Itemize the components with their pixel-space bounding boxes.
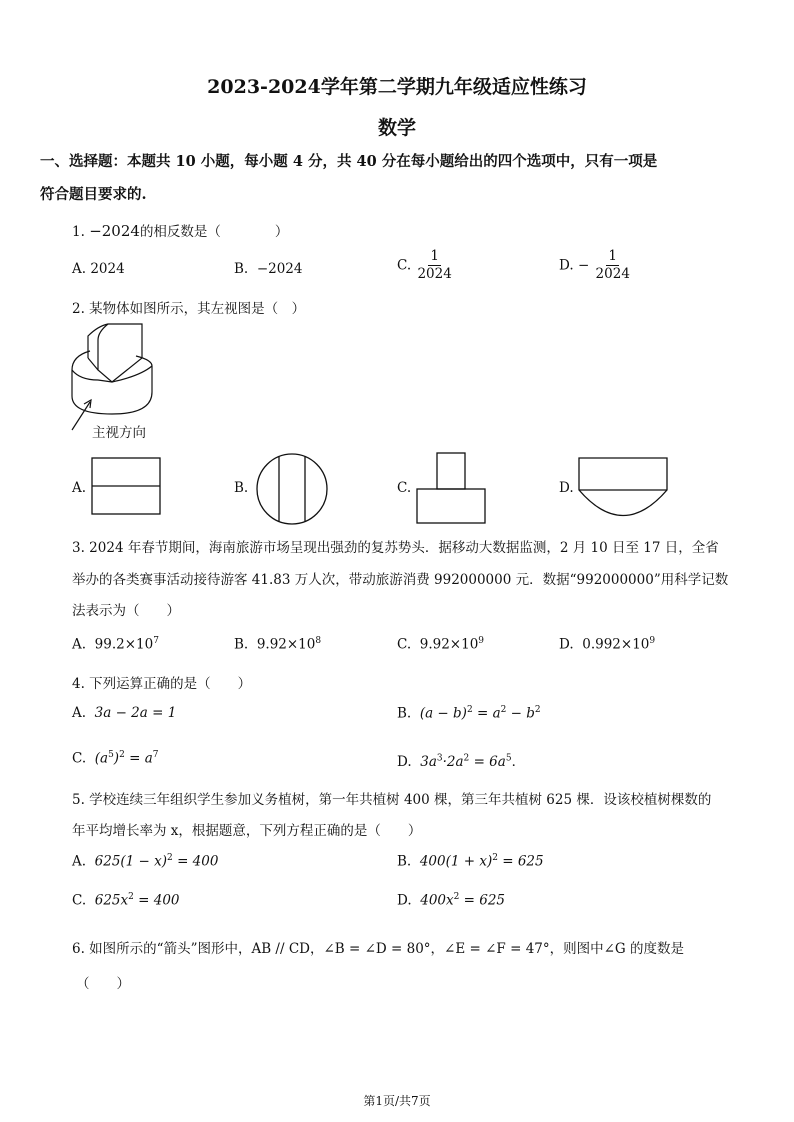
q1-value: −2024 — [89, 222, 140, 240]
q4-option-d[interactable] — [397, 750, 525, 770]
q1-number: 1. — [72, 224, 85, 240]
q1-option-a[interactable] — [72, 261, 125, 277]
section-header-line2: 符合题目要求的. — [40, 186, 147, 203]
q1-option-c[interactable] — [397, 249, 454, 282]
expr-part: ． — [511, 754, 526, 770]
option-label: B. — [397, 705, 412, 722]
q2-option-c-label[interactable]: C. — [397, 480, 412, 496]
option-text: 3a − 2a = 1 — [94, 705, 177, 721]
q5-line1: 5. 学校连续三年组织学生参加义务植树，第一年共植树 400 棵，第三年共植树 625 棵．设该校植树棵数的 — [72, 792, 712, 808]
expr-part: (a — [94, 750, 109, 767]
q5-line2: 年平均增长率为 x，根据题意，下列方程正确的是（ ） — [72, 823, 422, 839]
expr-part: − b — [506, 705, 535, 722]
option-label: A. — [72, 853, 87, 870]
expr-part: = 400 — [172, 853, 219, 870]
expr-part: 400(1 + x) — [419, 853, 493, 870]
expr-part: = 625 — [497, 853, 544, 870]
option-label: C. — [72, 750, 87, 767]
exponent: 7 — [152, 750, 159, 760]
q4-option-b[interactable] — [397, 705, 541, 722]
q5-option-c[interactable] — [72, 892, 180, 909]
exponent: 2 — [167, 853, 173, 863]
q3-option-c[interactable] — [397, 636, 484, 653]
option-label: C. — [397, 257, 412, 274]
option-label: D. — [397, 892, 412, 909]
fraction — [415, 249, 453, 282]
q6-line1: 6. 如图所示的“箭头”图形中，AB // CD，∠B = ∠D = 80°，∠E = ∠F = 47°，则图中∠G 的度数是 — [72, 941, 685, 957]
expr-part: = a — [472, 705, 501, 722]
option-label: B. — [234, 636, 249, 653]
minus-sign: − — [577, 257, 590, 274]
expr-part: 400x — [420, 892, 454, 909]
exponent: 2 — [463, 753, 470, 764]
option-label: C. — [72, 892, 87, 909]
q4-option-c[interactable] — [72, 750, 159, 767]
exponent: 9 — [649, 636, 656, 646]
option-text: 99.2×10 — [94, 636, 154, 653]
option-label: B. — [234, 261, 249, 277]
expr-part: 3a — [420, 754, 437, 770]
denominator: 2024 — [417, 265, 452, 282]
exponent: 5 — [108, 750, 114, 760]
option-label: A. — [72, 636, 87, 653]
option-text: 9.92×10 — [256, 636, 316, 653]
expr-part: ·2a — [442, 754, 464, 770]
exponent: 2 — [534, 705, 541, 715]
expr-part: = a — [124, 750, 153, 767]
denominator: 2024 — [595, 265, 630, 282]
q5-option-a[interactable] — [72, 853, 218, 870]
exponent: 2 — [466, 705, 473, 715]
q6-line2: （ ） — [76, 976, 130, 992]
fraction — [594, 249, 632, 282]
expr-part: 625(1 − x) — [94, 853, 168, 870]
numerator: 1 — [608, 248, 618, 264]
option-text: −2024 — [256, 261, 303, 277]
option-label: D. — [397, 754, 412, 770]
option-text: 9.92×10 — [419, 636, 479, 653]
page-footer: 第1页/共7页 — [363, 1094, 431, 1108]
section-header-line1: 一、选择题：本题共 10 小题，每小题 4 分，共 40 分在每小题给出的四个选项中，只有一项是 — [40, 153, 658, 170]
expr-part: = 400 — [133, 892, 180, 909]
expr-part: = 6a — [469, 754, 506, 770]
numerator: 1 — [430, 248, 439, 264]
q3-option-d[interactable] — [559, 636, 655, 653]
q1-text: 的相反数是（ ） — [139, 224, 289, 240]
q2-stem: 2. 某物体如图所示，其左视图是（ ） — [72, 301, 306, 317]
exponent: 7 — [153, 636, 159, 646]
q2-option-a-figure[interactable] — [91, 457, 163, 517]
expr-part: 625x — [94, 892, 129, 909]
exponent: 2 — [500, 705, 507, 715]
exponent: 2 — [492, 853, 498, 863]
q3-line1: 3. 2024 年春节期间，海南旅游市场呈现出强劲的复苏势头．据移动大数据监测，2 月 10 日至 17 日，全省 — [72, 540, 719, 556]
q2-option-b-label[interactable]: B. — [234, 480, 249, 496]
subject-title: 数学 — [377, 117, 416, 139]
exam-title: 2023-2024学年第二学期九年级适应性练习 — [207, 76, 587, 98]
q4-stem: 4. 下列运算正确的是（ ） — [72, 676, 252, 692]
q1-option-b[interactable] — [234, 261, 302, 277]
q4-option-a[interactable] — [72, 705, 176, 721]
option-label: B. — [397, 853, 412, 870]
option-text: 2024 — [90, 261, 125, 277]
q3-line2: 举办的各类赛事活动接待游客 41.83 万人次，带动旅游消费 992000000 元．数据“992000000”用科学记数 — [72, 572, 729, 588]
q2-option-b-figure[interactable] — [255, 452, 329, 526]
option-label: D. — [559, 636, 574, 653]
exponent: 5 — [505, 753, 512, 764]
exponent: 8 — [315, 636, 322, 646]
q3-option-b[interactable] — [234, 636, 321, 653]
exponent: 9 — [478, 636, 485, 646]
q5-option-d[interactable] — [397, 892, 505, 909]
exponent: 3 — [436, 753, 443, 764]
q2-option-d-label[interactable]: D. — [559, 480, 574, 496]
q1-stem — [72, 220, 288, 240]
q2-figure-caption: 主视方向 — [92, 425, 146, 441]
option-label: A. — [72, 261, 87, 277]
option-label: D. — [559, 257, 574, 274]
exponent: 2 — [119, 750, 125, 760]
q1-option-d[interactable] — [559, 249, 632, 282]
option-label: C. — [397, 636, 412, 653]
expr-part: = 625 — [459, 892, 506, 909]
q2-option-a-label[interactable]: A. — [72, 480, 87, 496]
exponent: 2 — [128, 892, 134, 902]
q2-option-d-figure[interactable] — [578, 457, 670, 523]
option-text: 0.992×10 — [582, 636, 650, 653]
q3-line3: 法表示为（ ） — [72, 603, 180, 619]
exponent: 2 — [453, 892, 460, 902]
q3-option-a[interactable] — [72, 636, 159, 653]
q2-option-c-figure[interactable] — [416, 452, 488, 526]
expr-part: ) — [113, 750, 120, 767]
option-label: A. — [72, 705, 87, 721]
q5-option-b[interactable] — [397, 853, 544, 870]
expr-part: (a − b) — [419, 705, 467, 722]
